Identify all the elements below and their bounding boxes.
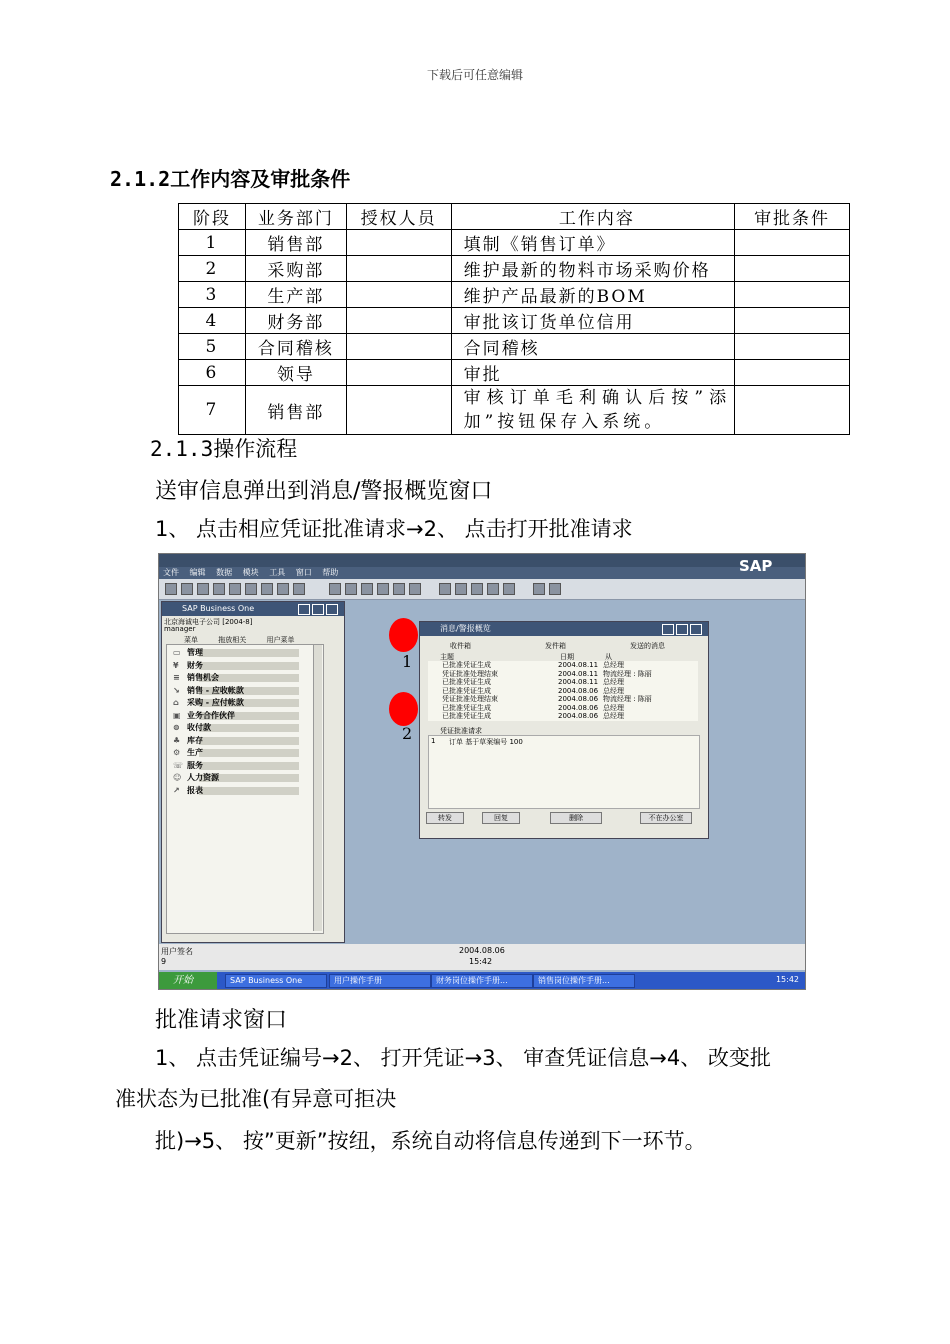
forward-button[interactable]: 转发 xyxy=(426,812,464,824)
sales-icon: ↘ xyxy=(173,685,180,695)
pdf-icon[interactable] xyxy=(277,583,289,595)
maximize-icon[interactable] xyxy=(676,624,688,635)
status-time: 15:42 xyxy=(469,957,493,966)
module-label: 销售机会 xyxy=(187,673,219,682)
sap-screenshot xyxy=(158,553,806,990)
main-menu-window xyxy=(161,601,345,943)
menu-file[interactable]: 文件 xyxy=(163,568,179,577)
sap-toolbar xyxy=(159,579,805,600)
message-row[interactable]: 已批准凭证生成 2004.08.06 总经理 xyxy=(442,686,624,695)
header-content: 工作内容 xyxy=(451,204,735,230)
module-item[interactable] xyxy=(173,673,295,683)
detail-row-link[interactable]: 订单 基于草案编号 100 xyxy=(449,738,523,746)
detail-grid xyxy=(428,735,700,809)
approval-line-1: 1、 点击凭证编号→2、 打开凭证→3、 审查凭证信息→4、 改变批 xyxy=(155,1046,771,1070)
module-label: 人力资源 xyxy=(187,773,219,782)
header-dept: 业务部门 xyxy=(245,204,346,230)
tab-sent[interactable]: 发送的消息 xyxy=(630,642,665,650)
auth-cell xyxy=(346,308,451,334)
module-label: 管理 xyxy=(187,648,203,657)
opportunity-icon: ≡ xyxy=(173,673,180,682)
sap-logo: SAP xyxy=(739,557,773,575)
reply-button[interactable]: 回复 xyxy=(482,812,520,824)
stage-cell: 4 xyxy=(179,308,246,334)
header-condition: 审批条件 xyxy=(735,204,850,230)
tab-user-menu[interactable]: 用户菜单 xyxy=(266,636,295,644)
content-cell: 填制《销售订单》 xyxy=(451,230,735,256)
module-item[interactable] xyxy=(173,711,295,721)
condition-cell xyxy=(735,282,850,308)
reports-icon: ↗ xyxy=(173,785,180,795)
module-item[interactable] xyxy=(173,661,295,671)
menu-window[interactable]: 窗口 xyxy=(295,568,312,577)
table-row xyxy=(179,334,850,360)
dept-cell: 销售部 xyxy=(245,386,346,435)
taskbar-item-finance-manual[interactable]: 财务岗位操作手册... xyxy=(431,974,533,988)
word-icon[interactable] xyxy=(261,583,273,595)
message-row[interactable]: 已批准凭证生成 2004.08.11 总经理 xyxy=(442,661,624,669)
out-of-office-button[interactable]: 不在办公室 xyxy=(640,812,692,824)
header-stage: 阶段 xyxy=(179,204,246,230)
menu-modules[interactable]: 模块 xyxy=(242,568,259,577)
module-item[interactable] xyxy=(173,786,295,796)
module-label: 业务合作伙伴 xyxy=(187,710,235,720)
step-line-1: 1、 点击相应凭证批准请求→2、 点击打开批准请求 xyxy=(155,517,633,541)
user-name: manager xyxy=(164,625,196,633)
payment-icon: ⊜ xyxy=(173,723,180,732)
dept-cell: 领导 xyxy=(245,360,346,386)
minimize-icon[interactable] xyxy=(662,624,674,635)
status-date: 2004.08.06 xyxy=(459,946,505,955)
finance-icon: ¥ xyxy=(173,660,179,670)
auth-cell xyxy=(346,360,451,386)
tab-drag-relate[interactable]: 拖放相关 xyxy=(218,636,247,644)
message-row[interactable]: 已批准凭证生成 2004.08.11 总经理 xyxy=(442,678,624,686)
message-window-title: 消息/警报概览 xyxy=(420,622,708,636)
stage-cell: 1 xyxy=(179,230,246,256)
preview-icon[interactable] xyxy=(181,583,193,595)
approval-line-2: 准状态为已批准(有异意可拒决 xyxy=(115,1087,397,1111)
tab-outbox[interactable]: 发件箱 xyxy=(545,642,566,650)
message-window xyxy=(419,621,709,839)
email-icon[interactable] xyxy=(197,583,209,595)
module-item[interactable] xyxy=(173,761,295,771)
status-value: 9 xyxy=(161,957,167,966)
condition-cell xyxy=(735,308,850,334)
approval-line-3: 批)→5、 按”更新”按纽，系统自动将信息传递到下一环节。 xyxy=(155,1129,706,1153)
stage-cell: 7 xyxy=(179,386,246,435)
col-date[interactable]: 日期 xyxy=(560,653,574,661)
taskbar-item-sap[interactable]: SAP Business One xyxy=(225,974,327,988)
taskbar-item-user-manual[interactable]: 用户操作手册 xyxy=(329,974,431,988)
taskbar-clock: 15:42 xyxy=(775,975,799,984)
dept-cell: 财务部 xyxy=(245,308,346,334)
sort-icon[interactable] xyxy=(455,583,467,595)
last-record-icon[interactable] xyxy=(409,583,421,595)
tab-inbox[interactable]: 收件箱 xyxy=(450,642,471,650)
partner-icon: ▣ xyxy=(173,710,181,720)
menu-tools[interactable]: 工具 xyxy=(269,568,286,577)
auth-cell xyxy=(346,386,451,435)
condition-cell xyxy=(735,360,850,386)
tab-menu[interactable]: 菜单 xyxy=(184,636,198,644)
table-row xyxy=(179,386,850,435)
status-label: 用户签名 xyxy=(161,947,193,956)
content-cell: 维护产品最新的BOM xyxy=(451,282,735,308)
folder-icon[interactable] xyxy=(533,583,545,595)
inventory-icon: ♣ xyxy=(173,735,181,745)
message-list xyxy=(428,661,698,721)
stage-cell: 5 xyxy=(179,334,246,360)
settings-icon[interactable] xyxy=(503,583,515,595)
target-doc-icon[interactable] xyxy=(487,583,499,595)
table-row xyxy=(179,256,850,282)
base-doc-icon[interactable] xyxy=(471,583,483,595)
fax-icon[interactable] xyxy=(229,583,241,595)
menu-edit[interactable]: 编辑 xyxy=(189,568,206,577)
module-item[interactable] xyxy=(173,698,295,708)
table-row xyxy=(179,230,850,256)
table-row xyxy=(179,308,850,334)
auth-cell xyxy=(346,256,451,282)
add-icon[interactable] xyxy=(345,583,357,595)
module-item[interactable] xyxy=(173,773,295,783)
main-window-title: SAP Business One xyxy=(162,602,344,616)
condition-cell xyxy=(735,386,850,435)
excel-icon[interactable] xyxy=(245,583,257,595)
module-label: 收付款 xyxy=(187,723,211,732)
message-row[interactable]: 已批准凭证生成 2004.08.06 总经理 xyxy=(442,712,624,720)
content-cell: 审核订单毛利确认后按”添加”按钮保存入系统。 xyxy=(451,386,735,435)
stage-cell: 3 xyxy=(179,282,246,308)
module-label: 库存 xyxy=(187,735,203,745)
condition-cell xyxy=(735,334,850,360)
section-title: 2.1.2工作内容及审批条件 xyxy=(110,167,351,191)
stage-cell: 2 xyxy=(179,256,246,282)
module-item[interactable] xyxy=(173,748,295,758)
calc-icon[interactable] xyxy=(549,583,561,595)
module-item[interactable] xyxy=(173,736,295,746)
service-icon: ☏ xyxy=(173,760,184,770)
taskbar-item-sales-manual[interactable]: 销售岗位操作手册... xyxy=(533,974,635,988)
module-label: 采购 - 应付帐款 xyxy=(187,698,244,707)
admin-icon: ▭ xyxy=(173,648,181,657)
dept-cell: 采购部 xyxy=(245,256,346,282)
module-item[interactable] xyxy=(173,686,295,696)
dept-cell: 合同稽核 xyxy=(245,334,346,360)
content-cell: 审批 xyxy=(451,360,735,386)
module-label: 报表 xyxy=(187,785,203,795)
close-icon[interactable] xyxy=(690,624,702,635)
condition-cell xyxy=(735,256,850,282)
approval-heading: 批准请求窗口 xyxy=(155,1008,288,1033)
module-list xyxy=(166,644,324,934)
message-row[interactable]: 已批准凭证生成 2004.08.06 总经理 xyxy=(442,703,624,712)
first-record-icon[interactable] xyxy=(361,583,373,595)
auth-cell xyxy=(346,282,451,308)
next-record-icon[interactable] xyxy=(393,583,405,595)
marker-dot-1 xyxy=(389,618,418,652)
module-label: 服务 xyxy=(187,760,203,770)
module-scrollbar[interactable] xyxy=(313,645,322,931)
table-row xyxy=(179,282,850,308)
marker-label-2: 2 xyxy=(402,724,413,743)
col-subject[interactable]: 主题 xyxy=(440,653,454,661)
sms-icon[interactable] xyxy=(213,583,225,595)
work-table xyxy=(178,203,850,435)
auth-cell xyxy=(346,230,451,256)
module-item[interactable] xyxy=(173,723,295,733)
hr-icon: ☺ xyxy=(173,773,182,782)
table-header-row xyxy=(179,204,850,230)
content-cell: 合同稽核 xyxy=(451,334,735,360)
module-item[interactable] xyxy=(173,648,295,658)
sap-menu-bar xyxy=(159,567,805,579)
message-row[interactable]: 凭证批准处理结束 2004.08.11 物流经理 : 陈丽 xyxy=(442,669,652,678)
maximize-icon[interactable] xyxy=(312,604,324,615)
windows-taskbar xyxy=(159,972,805,989)
condition-cell xyxy=(735,230,850,256)
detail-header: 凭证批准请求 xyxy=(440,727,482,735)
close-icon[interactable] xyxy=(326,604,338,615)
minimize-icon[interactable] xyxy=(298,604,310,615)
module-label: 财务 xyxy=(187,660,203,670)
start-button[interactable]: 开始 xyxy=(159,972,217,989)
prev-record-icon[interactable] xyxy=(377,583,389,595)
lock-icon[interactable] xyxy=(293,583,305,595)
menu-help[interactable]: 帮助 xyxy=(322,568,339,577)
purchase-icon: ⌂ xyxy=(173,698,179,707)
module-label: 生产 xyxy=(187,748,203,757)
section-heading-flow: 2.1.3操作流程 xyxy=(150,437,298,461)
stage-cell: 6 xyxy=(179,360,246,386)
content-cell: 审批该订货单位信用 xyxy=(451,308,735,334)
popup-heading: 送审信息弹出到消息/警报概览窗口 xyxy=(155,479,493,504)
header-note: 下载后可任意编辑 xyxy=(426,68,523,82)
auth-cell xyxy=(346,334,451,360)
production-icon: ⚙ xyxy=(173,748,181,757)
dept-cell: 销售部 xyxy=(245,230,346,256)
detail-row-num: 1 xyxy=(431,737,436,745)
marker-dot-2 xyxy=(389,692,418,726)
marker-label-1: 1 xyxy=(402,652,413,671)
col-from[interactable]: 从 xyxy=(605,653,612,661)
message-row[interactable]: 凭证批准处理结束 2004.08.06 物流经理 : 陈丽 xyxy=(442,695,652,703)
content-cell: 维护最新的物料市场采购价格 xyxy=(451,256,735,282)
status-bar xyxy=(159,944,805,970)
dept-cell: 生产部 xyxy=(245,282,346,308)
print-icon[interactable] xyxy=(165,583,177,595)
table-row xyxy=(179,360,850,386)
menu-data[interactable]: 数据 xyxy=(216,568,233,577)
find-icon[interactable] xyxy=(329,583,341,595)
delete-button[interactable]: 删除 xyxy=(550,812,602,824)
filter-icon[interactable] xyxy=(439,583,451,595)
module-label: 销售 - 应收帐款 xyxy=(187,685,244,695)
company-name: 北京海诚电子公司 [2004-8] xyxy=(164,618,253,626)
header-auth: 授权人员 xyxy=(346,204,451,230)
